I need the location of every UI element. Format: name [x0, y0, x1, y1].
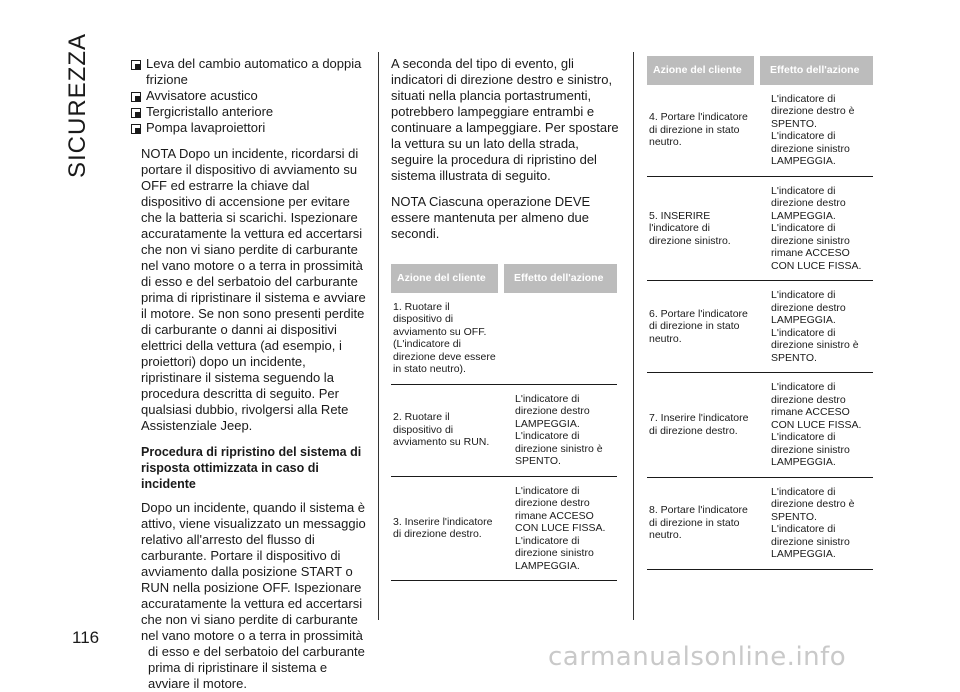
column-left: [131, 56, 369, 692]
effect-cell: [501, 293, 617, 385]
column-divider: [378, 52, 379, 620]
section-title: SICUREZZA: [64, 32, 91, 178]
table-row: [647, 373, 873, 478]
watermark: carmanualsonline.info: [548, 642, 847, 672]
action-cell: 7. Inserire l'indicatore di direzione destro.: [647, 373, 757, 478]
column-right: [647, 56, 879, 570]
body-paragraph: Dopo un incidente, quando il sistema è attivo, viene visualizzato un messaggio relativo all'arresto del flusso di carburante. Portare il dispositivo di avviamento dalla posizione START o RUN nella posizione OFF. Ispezionare accuratamente la vettura ed accertarsi che non vi siano perdite di carburante nel vano motore o a terra in prossimità: [141, 500, 366, 643]
checkbox-list: [131, 56, 369, 136]
effect-cell: L'indicatore di direzione destro è SPENTO. L'indicatore di direzione sinistro LAMPEGGIA.: [757, 477, 873, 569]
action-cell: 2. Ruotare il dispositivo di avviamento su RUN.: [391, 384, 501, 476]
intro-paragraph: A seconda del tipo di evento, gli indicatori di direzione destro e sinistro, situati nella plancia portastrumenti, potrebbero lampeggiare entrambi e continuare a lampeggiare. Per spostare la vettura su un lato della strada, seguire la procedura di ripristino del sistema illustrata di seguito.: [391, 56, 619, 183]
list-item: Tergicristallo anteriore: [131, 104, 369, 120]
list-item: Leva del cambio automatico a doppia frizione: [131, 56, 369, 88]
table-row: [647, 176, 873, 281]
table-row: [647, 85, 873, 177]
checkbox-bullet-icon: [131, 60, 141, 70]
action-cell: 8. Portare l'indicatore di direzione in stato neutro.: [647, 477, 757, 569]
table-row: [647, 281, 873, 373]
table-header-effect: Effetto dell'azione: [757, 56, 873, 85]
action-cell: 5. INSERIRE l'indicatore di direzione sinistro.: [647, 176, 757, 281]
table-row: [391, 384, 617, 476]
list-item: Pompa lavaproiettori: [131, 120, 369, 136]
table-row: [647, 477, 873, 569]
procedure-table: [391, 264, 617, 581]
checkbox-bullet-icon: [131, 108, 141, 118]
table-row: [391, 476, 617, 581]
column-divider: [633, 52, 634, 620]
effect-cell: L'indicatore di direzione destro LAMPEGGIA. L'indicatore di direzione sinistro è SPENTO.: [501, 384, 617, 476]
table-header-action: Azione del cliente: [647, 56, 757, 85]
action-cell: 1. Ruotare il dispositivo di avviamento su OFF. (L'indicatore di direzione deve essere in stato neutro).: [391, 293, 501, 385]
column-middle: [391, 56, 623, 581]
table-header-effect: Effetto dell'azione: [501, 264, 617, 293]
section-heading: Procedura di ripristino del sistema di risposta ottimizzata in caso di incidente: [141, 445, 362, 491]
effect-cell: L'indicatore di direzione destro rimane ACCESO CON LUCE FISSA. L'indicatore di direzione sinistro LAMPEGGIA.: [757, 373, 873, 478]
effect-cell: L'indicatore di direzione destro LAMPEGGIA. L'indicatore di direzione sinistro rimane ACCESO CON LUCE FISSA.: [757, 176, 873, 281]
table-header-action: Azione del cliente: [391, 264, 501, 293]
effect-cell: L'indicatore di direzione destro è SPENTO. L'indicatore di direzione sinistro LAMPEGGIA.: [757, 85, 873, 177]
effect-cell: L'indicatore di direzione destro LAMPEGGIA. L'indicatore di direzione sinistro è SPENTO.: [757, 281, 873, 373]
effect-cell: L'indicatore di direzione destro rimane ACCESO CON LUCE FISSA. L'indicatore di direzione sinistro LAMPEGGIA.: [501, 476, 617, 581]
checkbox-bullet-icon: [131, 124, 141, 134]
list-item: Avvisatore acustico: [131, 88, 369, 104]
note-paragraph: NOTA Ciascuna operazione DEVE essere mantenuta per almeno due secondi.: [391, 194, 591, 241]
table-row: [391, 293, 617, 385]
action-cell: 6. Portare l'indicatore di direzione in stato neutro.: [647, 281, 757, 373]
page-number: 116: [72, 628, 100, 647]
checkbox-bullet-icon: [131, 92, 141, 102]
procedure-table-continued: [647, 56, 873, 570]
body-paragraph-continued: di esso e del serbatoio del carburante prima di ripristinare il sistema e avviare il motore.: [148, 644, 365, 691]
note-paragraph: NOTA Dopo un incidente, ricordarsi di portare il dispositivo di avviamento su OFF ed estrarre la chiave dal dispositivo di accensione per evitare che la batteria si scarichi. Ispezionare accuratamente la vettura ed accertarsi che non vi siano perdite di carburante nel vano motore o a terra in prossimità di esso e del serbatoio del carburante prima di ripristinare il sistema e avviare il motore. Se non sono presenti perdite di carburante o danni ai dispositivi elettrici della vettura (ad esempio, i proiettori) dopo un incidente, ripristinare il sistema seguendo la procedura descritta di seguito. Per qualsiasi dubbio, rivolgersi alla Rete Assistenziale Jeep.: [141, 146, 366, 433]
action-cell: 3. Inserire l'indicatore di direzione destro.: [391, 476, 501, 581]
action-cell: 4. Portare l'indicatore di direzione in stato neutro.: [647, 85, 757, 177]
